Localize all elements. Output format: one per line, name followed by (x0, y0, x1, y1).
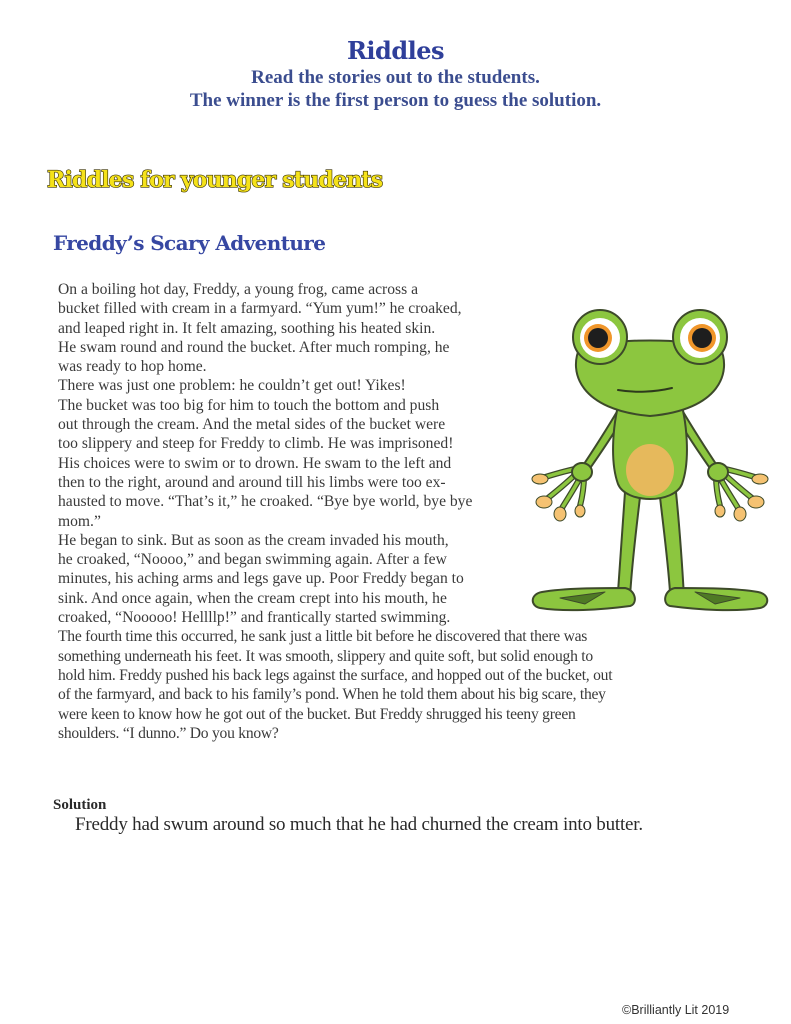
story-line: too slippery and steep for Freddy to climb. He was imprisoned! (58, 435, 454, 453)
story-line: He began to sink. But as soon as the cream invaded his mouth, (58, 531, 449, 549)
story-line: he croaked, “Noooo,” and began swimming again. After a few (58, 551, 447, 569)
story-line: bucket filled with cream in a farmyard. “Yum yum!” he croaked, (58, 300, 462, 318)
story-line: hold him. Freddy pushed his back legs against the surface, and hopped out of the bucket, out (58, 666, 613, 684)
copyright-footer: ©Brilliantly Lit 2019 (622, 1003, 730, 1017)
story-line: sink. And once again, when the cream crept into his mouth, he (58, 589, 447, 607)
story-line: out through the cream. And the metal sides of the bucket were (58, 416, 446, 434)
story-line: was ready to hop home. (58, 358, 207, 376)
story-line: then to the right, around and around till his limbs were too ex- (58, 473, 446, 491)
story-line: hausted to move. “That’s it,” he croaked. “Bye bye world, bye bye (58, 493, 473, 511)
story-line: His choices were to swim or to drown. He swam to the left and (58, 454, 452, 472)
solution-label: Solution (53, 797, 107, 813)
story-line: There was just one problem: he couldn’t get out! Yikes! (58, 377, 406, 395)
story-line: croaked, “Nooooo! Hellllp!” and frantically started swimming. (58, 609, 451, 627)
frog-illustration (530, 292, 770, 632)
story-line: minutes, his aching arms and legs gave up. Poor Freddy began to (58, 570, 464, 588)
story-line: of the farmyard, and back to his family’s pond. When he told them about his big scare, they (58, 686, 606, 704)
story-line: something underneath his feet. It was smooth, slippery and quite soft, but solid enough to (58, 647, 593, 665)
story-line: shoulders. “I dunno.” Do you know? (58, 724, 279, 742)
story-line: On a boiling hot day, Freddy, a young frog, came across a (58, 281, 419, 298)
instructions-line-1: Read the stories out to the students. (251, 67, 540, 88)
instructions-line-2: The winner is the first person to guess the solution. (189, 90, 602, 111)
story-line: mom.” (58, 512, 101, 530)
story-line: The fourth time this occurred, he sank just a little bit before he discovered that there was (58, 628, 588, 646)
page-title: Riddles (346, 36, 445, 65)
story-line: and leaped right in. It felt amazing, soothing his heated skin. (58, 319, 436, 337)
solution-text: Freddy had swum around so much that he had churned the cream into butter. (75, 814, 643, 835)
story-line: were keen to know how he got out of the bucket. But Freddy shrugged his teeny green (58, 705, 576, 723)
section-heading: Riddles for younger students (47, 167, 383, 193)
story-line: He swam round and round the bucket. After much romping, he (58, 338, 450, 356)
story-title: Freddy’s Scary Adventure (53, 231, 326, 255)
story-line: The bucket was too big for him to touch the bottom and push (58, 396, 440, 414)
